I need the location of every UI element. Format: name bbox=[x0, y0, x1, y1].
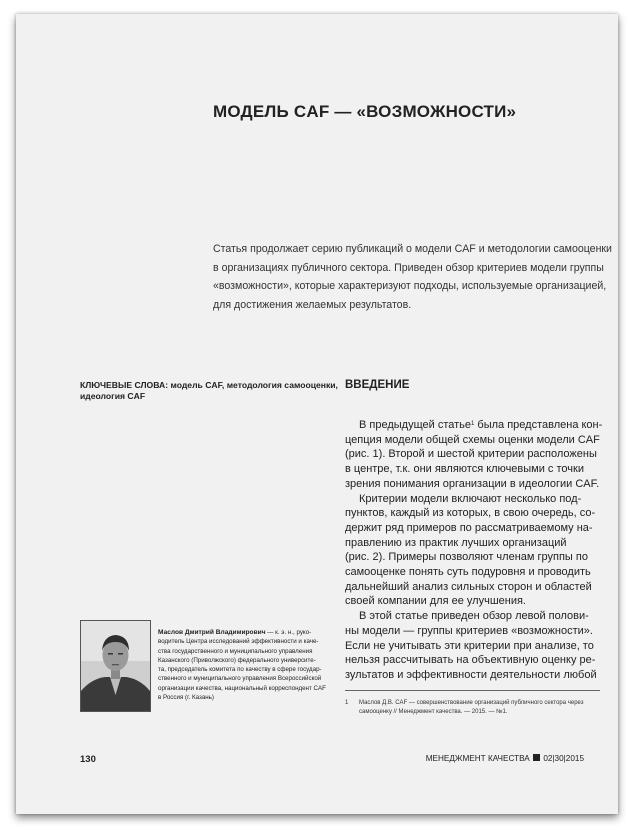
footnote-text: Маслов Д.В. CAF — совершенствование организаций публичного сектора через bbox=[359, 700, 584, 706]
body-line: дальнейший анализ сильных сторон и областей bbox=[345, 580, 592, 593]
body-line: В этой статье приведен обзор левой полови- bbox=[359, 610, 589, 623]
journal-footer bbox=[426, 754, 584, 763]
abstract-line: Статья продолжает серию публикаций о модели CAF и методологии самооценки bbox=[213, 243, 612, 255]
journal-page bbox=[16, 14, 618, 814]
author-line: организации качества, национальный корреспондент CAF bbox=[158, 684, 326, 692]
body-line: Критерии модели включают несколько под- bbox=[359, 492, 582, 505]
author-info bbox=[158, 628, 328, 702]
body-line: своей компании для ее улучшения. bbox=[345, 595, 526, 608]
footnote bbox=[345, 699, 607, 717]
journal-issue: 02|30|2015 bbox=[543, 754, 584, 763]
keywords bbox=[80, 380, 338, 402]
body-line: самооценке понять суть подуровня и проводить bbox=[345, 566, 591, 579]
body-line: (рис. 2). Примеры позволяют членам группы по bbox=[345, 551, 588, 564]
author-portrait-image bbox=[81, 621, 150, 711]
body-line: правлению из практик лучших организаций bbox=[345, 536, 567, 549]
page-number: 130 bbox=[80, 754, 96, 765]
abstract-line: в организациях публичного сектора. Приведен обзор критериев модели группы bbox=[213, 261, 604, 274]
body-line: зрения понимания организации в идеологии CAF. bbox=[345, 477, 600, 490]
footnote-number: 1 bbox=[345, 700, 349, 706]
author-line: Казанского (Приволжского) федерального университе- bbox=[158, 656, 316, 664]
body-line: держит ряд примеров по рассматриваемому на- bbox=[345, 521, 593, 534]
keywords-line: идеология CAF bbox=[80, 391, 146, 401]
abstract-line: «возможности», которые характеризуют подходы, используемые организацией, bbox=[213, 280, 607, 292]
author-line: водитель Центра исследований эффективности и каче- bbox=[158, 638, 319, 646]
footnote-line: самооценку // Менеджмент качества. — 2015. — №1. bbox=[359, 709, 508, 715]
body-line: пунктов, каждый из которых, в свою очередь, со- bbox=[345, 507, 596, 520]
author-line: в Россия (г. Казань) bbox=[158, 694, 214, 702]
abstract-line: для достижения желаемых результатов. bbox=[213, 298, 412, 311]
footnote-line bbox=[345, 699, 607, 708]
body-line: (рис. 1). Второй и шестой критерии расположены bbox=[345, 448, 597, 461]
author-line bbox=[158, 628, 328, 637]
body-line: в центре, т.к. они являются ключевыми с точки bbox=[345, 463, 584, 476]
keywords-line: КЛЮЧЕВЫЕ СЛОВА: модель CAF, методология самооценки, bbox=[80, 380, 338, 390]
body-line bbox=[345, 418, 607, 433]
section-heading: ВВЕДЕНИЕ bbox=[345, 379, 410, 391]
body-line: ны модели — группы критериев «возможности». bbox=[345, 624, 593, 637]
journal-name: МЕНЕДЖМЕНТ КАЧЕСТВА bbox=[425, 754, 530, 763]
author-line: ства государственного и муниципального управления bbox=[158, 647, 313, 655]
square-separator-icon bbox=[533, 754, 540, 761]
author-line: ственного и муниципального управления Всероссийской bbox=[158, 675, 322, 683]
article-abstract bbox=[213, 240, 612, 314]
article-title: МОДЕЛЬ CAF — «ВОЗМОЖНОСТИ» bbox=[213, 102, 517, 121]
author-bio-fragment: — к. э. н., руко- bbox=[265, 629, 312, 636]
body-text-fragment: В предыдущей статье bbox=[359, 419, 472, 431]
author-photo bbox=[80, 620, 151, 712]
footnote-ref: 1 bbox=[471, 421, 475, 427]
footnote-divider bbox=[345, 690, 600, 691]
body-line: нельзя рассчитывать на объективную оценку ре- bbox=[345, 654, 596, 667]
author-name: Маслов Дмитрий Владимирович bbox=[158, 629, 266, 636]
body-line: Если не учитывать эти критерии при анализе, то bbox=[345, 639, 594, 652]
article-body bbox=[345, 418, 607, 683]
author-line: та, председатель комитета по качеству в сфере государ- bbox=[158, 666, 322, 674]
body-line: цепция модели общей схемы оценки модели CAF bbox=[345, 433, 600, 446]
body-line: зультатов и эффективности деятельности любой bbox=[345, 668, 597, 681]
body-text-fragment: была представлена кон- bbox=[474, 419, 603, 431]
